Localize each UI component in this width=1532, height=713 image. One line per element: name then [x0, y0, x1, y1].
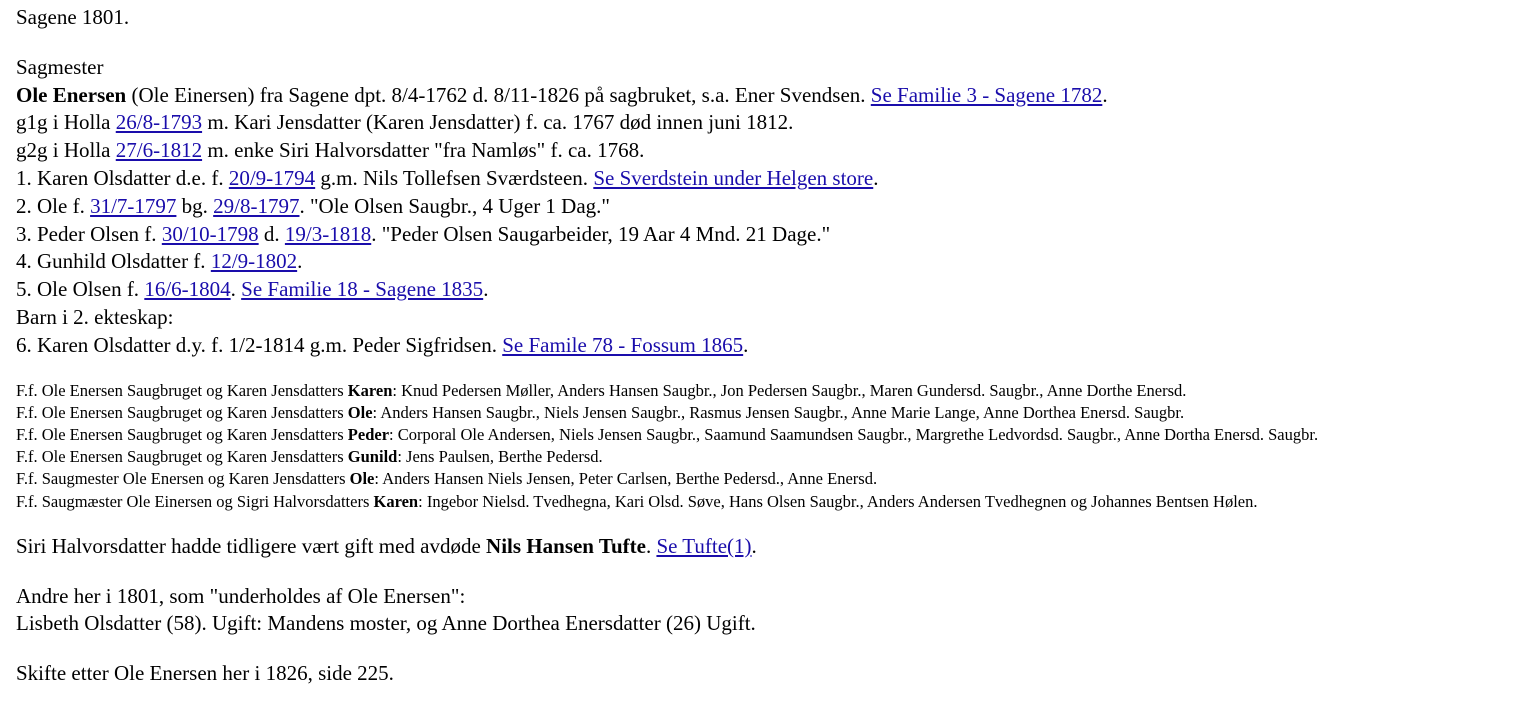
page-title: Sagene 1801. [16, 5, 130, 29]
tufte-link[interactable]: Se Tufte(1) [656, 533, 752, 558]
godparents-line [16, 402, 1532, 424]
spacer [16, 32, 1532, 54]
child-2-line [16, 193, 1532, 221]
punct: . [743, 332, 749, 357]
sverdstein-link[interactable]: Se Sverdstein under Helgen store [593, 165, 874, 190]
famile-78-link[interactable]: Se Famile 78 - Fossum 1865 [502, 332, 744, 357]
punct: . [751, 533, 757, 558]
godparents-prefix: F.f. Ole Enersen Saugbruget og Karen Jensdatters [16, 424, 348, 444]
godparents-line [16, 468, 1532, 490]
punct: . [873, 165, 879, 190]
child-3-death-link[interactable]: 19/3-1818 [284, 221, 372, 246]
marriage-1-prefix: g1g i Holla [16, 110, 116, 135]
familie-3-link[interactable]: Se Familie 3 - Sagene 1782 [870, 82, 1103, 107]
child-name: Ole [347, 402, 373, 422]
child-2-text: 2. Ole f. [16, 193, 91, 218]
child-6-line [16, 332, 1532, 360]
marriage-2-prefix: g2g i Holla [16, 138, 116, 163]
main-person-line [16, 82, 1532, 110]
child-2-birth-link[interactable]: 31/7-1797 [90, 193, 177, 218]
child-4-line [16, 248, 1532, 276]
child-3-birth-link[interactable]: 30/10-1798 [161, 221, 259, 246]
godparents-line [16, 491, 1532, 513]
child-2-burial-label: bg. [176, 193, 214, 218]
godparents-line [16, 380, 1532, 402]
spacer [16, 513, 1532, 533]
child-5-birth-link[interactable]: 16/6-1804 [144, 277, 231, 302]
child-2-quote: . "Ole Olsen Saugbr., 4 Uger 1 Dag." [299, 193, 610, 218]
child-5-text: 5. Ole Olsen f. [16, 277, 145, 302]
child-4-birth-link[interactable]: 12/9-1802 [210, 249, 298, 274]
child-3-quote: . "Peder Olsen Saugarbeider, 19 Aar 4 Mnd. 21 Dage." [371, 221, 831, 246]
godparents-prefix: F.f. Ole Enersen Saugbruget og Karen Jensdatters [16, 402, 348, 422]
marriage-1-line [16, 109, 1532, 137]
godparents-names: : Ingebor Nielsd. Tvedhegna, Kari Olsd. Søve, Hans Olsen Saugbr., Anders Andersen Tvedhegnen og Johannes Bentsen Hølen. [418, 491, 1258, 511]
child-3-death-label: d. [258, 221, 285, 246]
child-1-text: 1. Karen Olsdatter d.e. f. [16, 165, 229, 190]
marriage-2-date-link[interactable]: 27/6-1812 [115, 138, 203, 163]
godparents-names: : Anders Hansen Saugbr., Niels Jensen Saugbr., Rasmus Jensen Saugbr., Anne Marie Lange, Anne Dorthea Enersd. Saugbr. [372, 402, 1185, 422]
godparents-prefix: F.f. Saugmæster Ole Einersen og Sigri Halvorsdatters [16, 491, 374, 511]
godparents-names: : Knud Pedersen Møller, Anders Hansen Saugbr., Jon Pedersen Saugbr., Maren Gundersd. Saugbr., Anne Dorthe Enersd. [392, 380, 1187, 400]
punct: . [483, 277, 489, 302]
probate-line: Skifte etter Ole Enersen her i 1826, side 225. [16, 661, 394, 686]
child-name: Ole [349, 469, 375, 489]
familie-18-link[interactable]: Se Familie 18 - Sagene 1835 [241, 277, 484, 302]
godparents-prefix: F.f. Ole Enersen Saugbruget og Karen Jensdatters [16, 380, 348, 400]
child-name: Karen [373, 491, 419, 511]
marriage-1-date-link[interactable]: 26/8-1793 [115, 110, 203, 135]
child-4-text: 4. Gunhild Olsdatter f. [16, 249, 211, 274]
godparents-list [16, 380, 1532, 513]
child-name: Gunild [347, 447, 398, 467]
godparents-names: : Corporal Ole Andersen, Niels Jensen Saugbr., Saamund Saamundsen Saugbr., Margrethe Ledvordsd. Saugbr., Anne Dortha Enersd. Saugbr. [389, 424, 1319, 444]
child-2-burial-link[interactable]: 29/8-1797 [213, 193, 300, 218]
siri-note [16, 533, 1532, 561]
others-line: Lisbeth Olsdatter (58). Ugift: Mandens moster, og Anne Dorthea Enersdatter (26) Ugift. [16, 611, 756, 636]
others-heading: Andre her i 1801, som "underholdes af Ole Enersen": [16, 583, 466, 608]
spacer [16, 638, 1532, 660]
punct: . [1102, 82, 1108, 107]
child-6-text: 6. Karen Olsdatter d.y. f. 1/2-1814 g.m. Peder Sigfridsen. [16, 332, 503, 357]
main-person-name: Ole Enersen [16, 82, 127, 107]
child-3-text: 3. Peder Olsen f. [16, 221, 162, 246]
child-name: Peder [347, 424, 390, 444]
siri-note-text: Siri Halvorsdatter hadde tidligere vært gift med avdøde [16, 533, 487, 558]
godparents-names: : Anders Hansen Niels Jensen, Peter Carlsen, Berthe Pedersd., Anne Enersd. [374, 469, 878, 489]
godparents-names: : Jens Paulsen, Berthe Pedersd. [397, 447, 603, 467]
child-1-birth-link[interactable]: 20/9-1794 [228, 165, 316, 190]
previous-husband-name: Nils Hansen Tufte [486, 533, 646, 558]
godparents-prefix: F.f. Saugmester Ole Enersen og Karen Jensdatters [16, 469, 350, 489]
punct: . [297, 249, 303, 274]
spacer [16, 360, 1532, 380]
second-marriage-heading: Barn i 2. ekteskap: [16, 304, 174, 329]
child-1-spouse: g.m. Nils Tollefsen Sværdsteen. [315, 165, 594, 190]
spacer [16, 561, 1532, 583]
godparents-line [16, 446, 1532, 468]
child-name: Karen [347, 380, 393, 400]
child-1-line [16, 165, 1532, 193]
punct: . [645, 533, 657, 558]
punct: . [230, 277, 242, 302]
child-5-line [16, 276, 1532, 304]
godparents-line [16, 424, 1532, 446]
main-person-details: (Ole Einersen) fra Sagene dpt. 8/4-1762 d. 8/11-1826 på sagbruket, s.a. Ener Svendsen. [126, 82, 871, 107]
marriage-2-line [16, 137, 1532, 165]
role-heading: Sagmester [16, 54, 104, 79]
godparents-prefix: F.f. Ole Enersen Saugbruget og Karen Jensdatters [16, 447, 348, 467]
marriage-1-details: m. Kari Jensdatter (Karen Jensdatter) f. ca. 1767 død innen juni 1812. [202, 110, 794, 135]
marriage-2-details: m. enke Siri Halvorsdatter "fra Namløs" f. ca. 1768. [202, 138, 645, 163]
child-3-line [16, 221, 1532, 249]
